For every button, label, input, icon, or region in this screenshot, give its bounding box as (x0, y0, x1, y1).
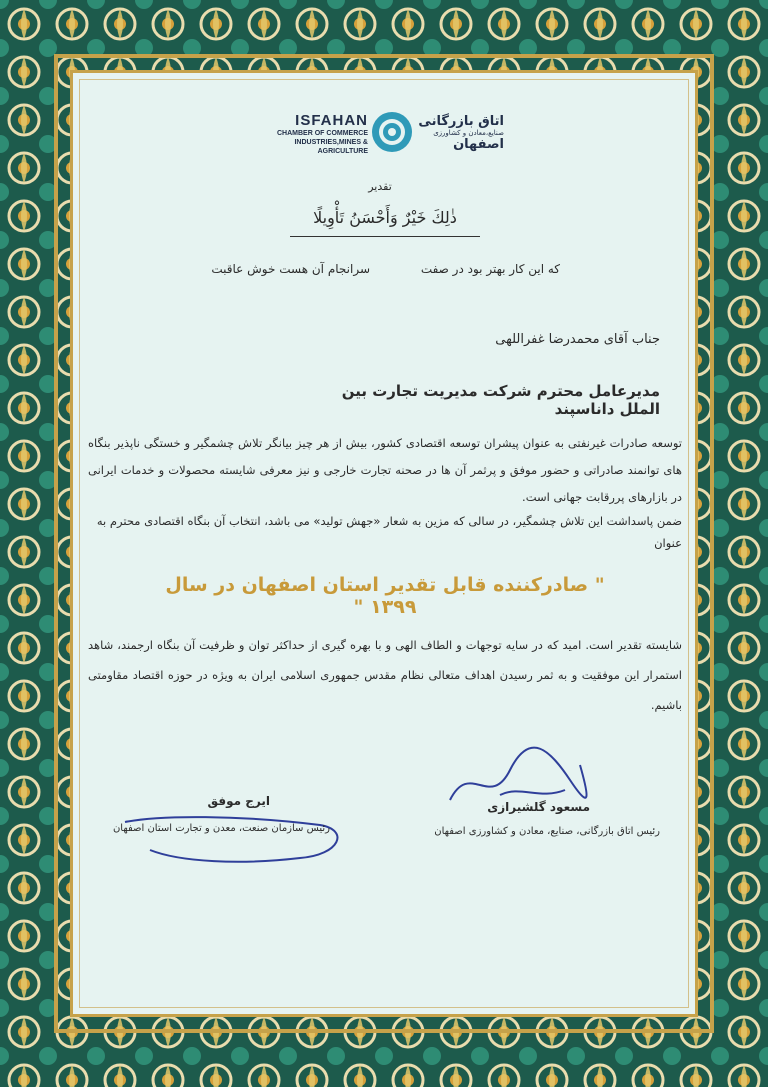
quranic-verse: ذٰلِكَ خَيْرٌ وَأَحْسَنُ تَأْوِيلًا (313, 208, 457, 227)
logo-en-line2: INDUSTRIES,MINES & AGRICULTURE (294, 139, 368, 155)
logo-english (268, 112, 368, 156)
logo-en-line1: CHAMBER OF COMMERCE (277, 130, 368, 137)
signatory-right-name: مسعود گلشیرازی (487, 800, 590, 814)
logo-en-title: ISFAHAN (295, 112, 368, 129)
body-paragraph-1: توسعه صادرات غیرنفتی به عنوان پیشران توسعه اقتصادی کشور، بیش از هر چیز بیانگر تلاش چشمگیر و خستگی ناپذیر بنگاه های توانمند صادراتی و حضور موفق و پرثمر آن ها در صحنه تجارت خارجی و نیز معرفی شایسته محصولات و خدمات ایرانی در بازارهای پررقابت جهانی است. (88, 436, 682, 504)
signatory-right-title: رئیس اتاق بازرگانی، صنایع، معادن و کشاورزی اصفهان (434, 826, 660, 837)
logo-fa-city: اصفهان (453, 137, 504, 152)
logo-persian (414, 114, 504, 152)
award-title: " صادرکننده قابل تقدیر استان اصفهان در سال ۱۳۹۹ " (165, 574, 605, 618)
logo-fa-title: اتاق بازرگانی (418, 114, 504, 129)
chamber-emblem-icon (370, 110, 414, 154)
signatory-left-name: ایرج موفق (207, 794, 270, 808)
verse-divider (290, 236, 480, 237)
body-paragraph-2: ضمن پاسداشت این تلاش چشمگیر، در سالی که مزین به شعار «جهش تولید» می باشد، انتخاب آن بنگاه اقتصادی محترم به عنوان (96, 514, 682, 550)
body-paragraph-3: شایسته تقدیر است. امید که در سایه توجهات و الطاف الهی و با بهره گیری از حداکثر توان و ظرفیت آن بنگاه ارجمند، شاهد استمرار این موفقیت و به ثمر رسیدن اهداف متعالی نظام مقدس جمهوری اسلامی ایران به ویژه در حوزه اقتصاد مقاومتی باشیم. (88, 638, 682, 712)
signature-left (120, 810, 350, 870)
quote-label: تقدیر (368, 180, 392, 193)
logo-fa-line: صنایع،معادن و کشاورزی (433, 129, 504, 137)
recipient-position: مدیرعامل محترم شرکت مدیریت تجارت بین الملل داناسپند (341, 382, 660, 418)
recipient-name: جناب آقای محمدرضا غفراللهی (495, 332, 660, 347)
poem-hemistich-right: که این کار بهتر بود در صفت (420, 262, 560, 276)
chamber-logo (268, 108, 508, 156)
poem-hemistich-left: سرانجام آن هست خوش عاقبت (211, 262, 370, 276)
signatory-left-title: رئیس سازمان صنعت، معدن و تجارت استان اصفهان (112, 823, 330, 834)
